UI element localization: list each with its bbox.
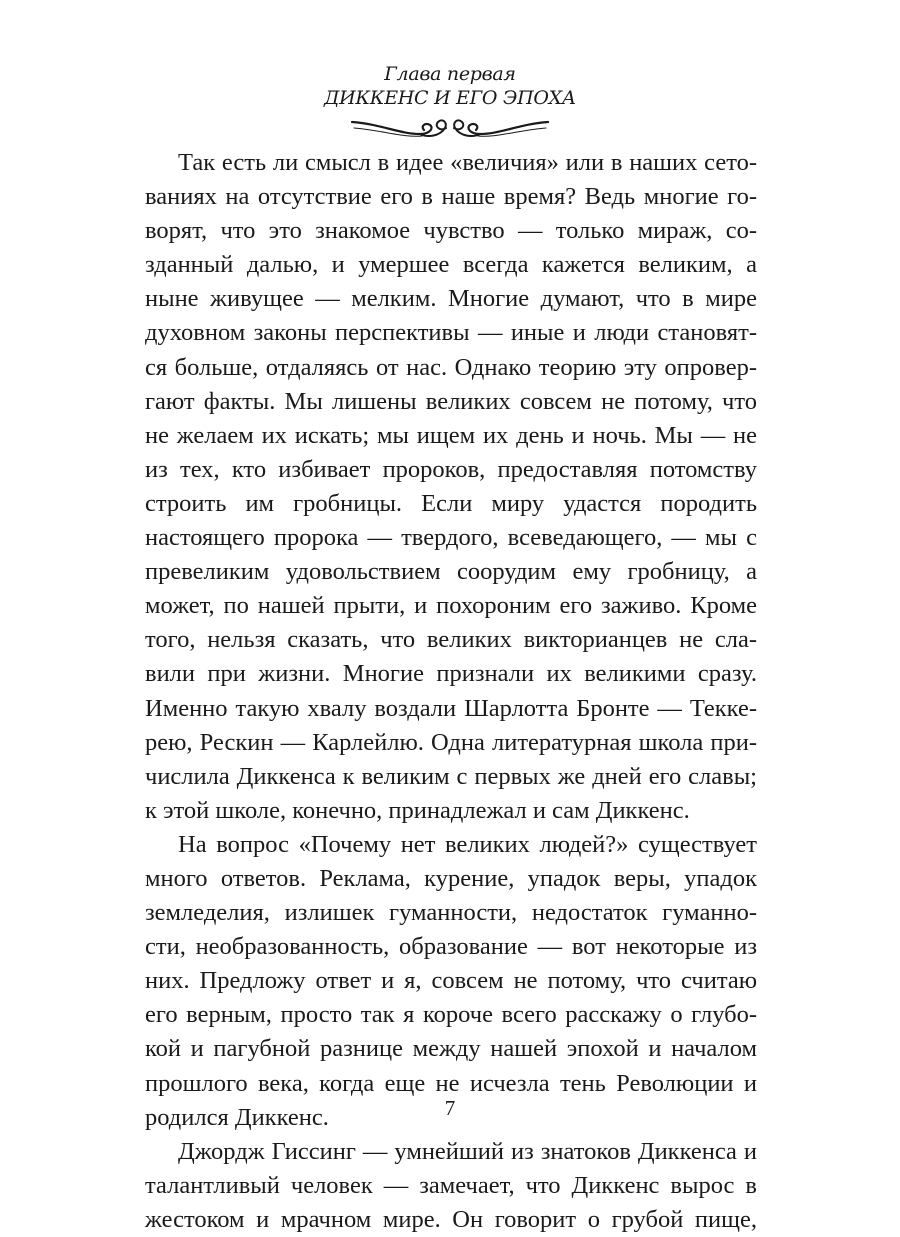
chapter-title: ДИККЕНС И ЕГО ЭПОХА <box>323 87 576 109</box>
text-line: ваниях на отсутствие его в наше время? Ведь многие го- <box>145 183 757 211</box>
text-line: превеликим удовольствием соорудим ему гробницу, а <box>145 558 757 586</box>
text-line: того, нельзя сказать, что великих викторианцев не сла- <box>145 626 757 654</box>
text-line: Джордж Гиссинг — умнейший из знатоков Диккенса и <box>178 1137 757 1165</box>
text-line: ся больше, отдаляясь от нас. Однако теорию эту опровер- <box>145 353 757 381</box>
text-line: его верным, просто так я короче всего расскажу о глубо- <box>145 1001 757 1029</box>
text-line: сти, необразованность, образование — вот некоторые из <box>145 933 757 961</box>
text-line: духовном законы перспективы — иные и люди становят- <box>145 319 757 347</box>
text-line: настоящего пророка — твердого, всеведающего, — мы с <box>145 524 757 552</box>
text-line: земледелия, излишек гуманности, недостаток гуманно- <box>145 899 757 927</box>
flourish-ornament-icon <box>350 114 550 142</box>
text-line: родился Диккенс. <box>145 1103 329 1131</box>
text-line: не желаем их искать; мы ищем их день и ночь. Мы — не <box>145 421 757 449</box>
text-line: На вопрос «Почему нет великих людей?» существует <box>178 830 757 858</box>
text-line: много ответов. Реклама, курение, упадок веры, упадок <box>145 864 757 892</box>
text-line: зданный далью, и умершее всегда кажется великим, а <box>145 251 757 279</box>
text-line: ныне живущее — мелким. Многие думают, что в мире <box>145 285 757 313</box>
text-line: строить им гробницы. Если миру удастся породить <box>145 489 757 517</box>
text-line: числила Диккенса к великим с первых же дней его славы; <box>145 762 757 790</box>
page-number: 7 <box>444 1096 456 1120</box>
text-line: талантливый человек — замечает, что Диккенс вырос в <box>145 1171 757 1199</box>
text-line: к этой школе, конечно, принадлежал и сам Диккенс. <box>145 796 690 824</box>
text-line: них. Предложу ответ и я, совсем не потому, что считаю <box>145 967 757 995</box>
text-line: Именно такую хвалу воздали Шарлотта Бронте — Текке- <box>145 694 757 722</box>
text-line: кой и пагубной разнице между нашей эпохой и началом <box>145 1035 757 1063</box>
text-line: рею, Рескин — Карлейлю. Одна литературная школа при- <box>145 728 757 756</box>
text-line: Так есть ли смысл в идее «величия» или в наших сето- <box>178 149 757 176</box>
text-line: вили при жизни. Многие признали их великими сразу. <box>145 660 757 688</box>
body-text <box>145 146 757 1237</box>
chapter-label: Глава первая <box>384 63 516 85</box>
text-line: ворят, что это знакомое чувство — только мираж, со- <box>145 217 757 245</box>
chapter-header <box>0 62 900 142</box>
text-line: из тех, кто избивает пророков, предоставляя потомству <box>145 455 757 483</box>
text-line: гают факты. Мы лишены великих совсем не потому, что <box>145 387 757 415</box>
text-line: жестоком и мрачном мире. Он говорит о грубой пище, <box>145 1205 757 1233</box>
text-line: может, по нашей прыти, и похороним его заживо. Кроме <box>145 592 757 620</box>
text-line: прошлого века, когда еще не исчезла тень Революции и <box>145 1069 757 1097</box>
